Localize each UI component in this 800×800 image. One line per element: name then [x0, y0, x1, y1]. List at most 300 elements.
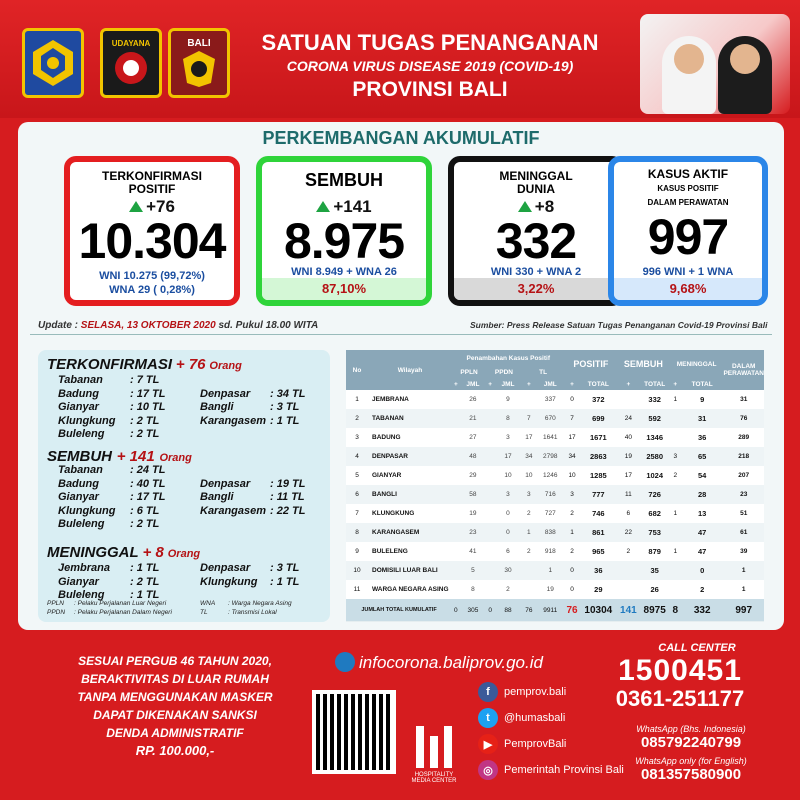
recovered-increase: +141: [262, 197, 426, 217]
hmc-logo: [404, 700, 464, 784]
table-cell: 592: [648, 414, 661, 423]
table-cell: [486, 390, 494, 409]
recovered-entry: Karangasem: [200, 504, 267, 517]
subcol-plus: +: [617, 378, 640, 390]
table-cell: [670, 428, 681, 447]
deaths-summary-title: MENINGGAL + 8 Orang: [47, 544, 201, 561]
table-cell: [522, 390, 536, 409]
deaths-entry: : 3 TL: [270, 562, 300, 574]
table-cell: [486, 447, 494, 466]
table-cell: 47: [698, 528, 707, 537]
table-cell: 21: [469, 415, 477, 422]
recovered-entry: Buleleng: [58, 518, 105, 531]
table-cell: 23: [469, 529, 477, 536]
table-cell: 34: [525, 453, 533, 460]
social-link-youtube[interactable]: [478, 734, 566, 754]
table-cell: 7: [527, 415, 531, 422]
recovered-entry: : 19 TL: [270, 477, 306, 490]
table-cell: 918: [544, 548, 556, 555]
table-cell: 65: [698, 452, 707, 461]
table-cell: [670, 523, 681, 542]
table-cell: 777: [592, 490, 605, 499]
table-cell: 218: [738, 453, 750, 460]
active-pct: 9,68%: [614, 278, 762, 300]
table-cell: BULELENG: [372, 548, 408, 555]
social-handle: pemprov.bali: [504, 686, 567, 698]
wa2-number[interactable]: 081357580900: [640, 766, 742, 783]
subcol-total: TOTAL: [580, 378, 618, 390]
official-right: [718, 36, 772, 114]
legend-entry: : Pelaku Perjalanan Luar Negeri: [74, 600, 167, 607]
table-cell: 1246: [543, 472, 558, 479]
province-logo-icon: [22, 28, 84, 98]
deaths-pct: 3,22%: [454, 278, 618, 300]
table-cell: 17: [525, 434, 533, 441]
table-cell: GIANYAR: [372, 472, 402, 479]
table-cell: 1: [741, 586, 746, 593]
officials-photo: [640, 14, 790, 114]
table-cell: [452, 523, 460, 542]
table-cell: 17: [624, 472, 632, 479]
table-row: [346, 504, 764, 523]
legend-entry: WNA: [200, 600, 216, 607]
table-cell: DOMISILI LUAR BALI: [372, 567, 438, 574]
table-cell: 10: [504, 472, 512, 479]
wa1-label: WhatsApp (Bhs. Indonesia): [636, 724, 746, 734]
table-cell: 838: [544, 529, 556, 536]
table-cell: 1671: [589, 433, 607, 442]
hmc-text2: MEDIA CENTER: [411, 778, 457, 784]
table-cell: 29: [469, 472, 477, 479]
social-link-facebook[interactable]: [478, 682, 566, 702]
total-cell: 76: [525, 606, 533, 614]
deaths-entry: Buleleng: [58, 589, 105, 602]
table-cell: 27: [469, 434, 477, 441]
table-cell: 11: [624, 491, 632, 498]
table-cell: 19: [624, 453, 632, 460]
table-cell: [452, 466, 460, 485]
col-meninggal: MENINGGAL: [670, 350, 724, 378]
confirmed-entry: Klungkung: [58, 414, 116, 427]
up-arrow-icon: [316, 201, 330, 212]
table-cell: 54: [698, 471, 707, 480]
recovered-entry: Klungkung: [58, 504, 116, 517]
total-cell: 88: [504, 606, 512, 614]
table-cell: 6: [355, 491, 359, 498]
table-cell: 41: [469, 548, 477, 555]
recovered-entry: Bangli: [200, 491, 234, 504]
recovered-entry: : 6 TL: [130, 504, 160, 517]
total-cell: 76: [566, 604, 578, 616]
police-logo-text: BALI: [187, 37, 211, 49]
fine-amount: RP. 100.000,-: [135, 743, 215, 758]
recovered-entry: Denpasar: [200, 477, 251, 490]
subcol-jml: JML: [494, 378, 522, 390]
col-no: No: [346, 350, 368, 390]
notice-line: DENDA ADMINISTRATIF: [106, 726, 244, 740]
table-cell: 3: [506, 491, 510, 498]
table-cell: [670, 485, 681, 504]
table-cell: 0: [506, 510, 510, 517]
total-cell: 9911: [543, 606, 558, 614]
table-cell: 332: [648, 395, 661, 404]
table-cell: 8: [506, 415, 510, 422]
table-cell: 39: [740, 548, 748, 555]
col-ppdn: PPDN: [486, 366, 522, 378]
table-cell: WARGA NEGARA ASING: [372, 586, 449, 593]
table-cell: 5: [355, 472, 359, 479]
table-cell: 17: [568, 434, 576, 441]
youtube-icon: ▶: [478, 734, 498, 754]
table-cell: 861: [592, 528, 605, 537]
total-cell: 997: [735, 604, 753, 616]
confirmed-wna: WNA 29 ( 0,28%): [109, 284, 195, 296]
table-cell: 3: [570, 491, 574, 498]
total-cell: 0: [454, 606, 458, 614]
table-cell: [452, 447, 460, 466]
recovered-entry: : 40 TL: [130, 477, 166, 490]
notice-line: TANPA MENGGUNAKAN MASKER: [77, 690, 273, 704]
active-card: [608, 156, 768, 306]
table-cell: 1: [570, 529, 574, 536]
table-cell: 746: [592, 509, 605, 518]
legend-entry: : Pelaku Perjalanan Dalam Negeri: [74, 609, 172, 616]
total-cell: 10304: [584, 604, 613, 616]
recovered-entry: Tabanan: [58, 464, 103, 476]
recovered-entry: : 22 TL: [270, 504, 306, 517]
table-cell: 36: [594, 566, 603, 575]
udayana-logo-icon: [100, 28, 162, 98]
region-table: [346, 350, 764, 622]
deaths-breakdown: WNI 330 + WNA 2: [490, 266, 582, 278]
table-cell: [522, 580, 536, 599]
recovered-entry: : 24 TL: [130, 464, 166, 476]
recovered-entry: Gianyar: [58, 491, 99, 504]
table-cell: BANGLI: [372, 491, 397, 498]
total-cell: 0: [488, 606, 492, 614]
table-cell: 23: [740, 491, 748, 498]
table-cell: [486, 428, 494, 447]
notice-line: DAPAT DIKENAKAN SANKSI: [93, 708, 257, 722]
table-cell: 2: [673, 472, 678, 479]
deaths-entry: : 1 TL: [130, 589, 160, 602]
table-cell: [670, 409, 681, 428]
table-row: [346, 428, 764, 447]
table-cell: 1641: [543, 434, 558, 441]
deaths-entry: : 1 TL: [270, 575, 300, 588]
table-cell: 34: [568, 453, 576, 460]
deaths-label: MENINGGAL DUNIA: [499, 169, 573, 196]
table-cell: [486, 485, 494, 504]
call-number-2[interactable]: 0361-251177: [615, 686, 745, 711]
table-cell: [486, 523, 494, 542]
globe-icon: [335, 652, 355, 672]
table-cell: 9: [700, 395, 705, 404]
table-cell: 3: [506, 434, 510, 441]
table-cell: 9: [506, 396, 510, 403]
subcol-total: TOTAL: [681, 378, 724, 390]
confirmed-entry: Tabanan: [58, 374, 103, 386]
table-cell: 0: [506, 529, 510, 536]
table-cell: 0: [570, 396, 574, 403]
table-row: [346, 485, 764, 504]
table-cell: [617, 561, 640, 580]
table-total-row: [346, 599, 764, 621]
active-breakdown: 996 WNI + 1 WNA: [642, 266, 734, 278]
table-cell: 26: [469, 396, 477, 403]
col-wilayah: Wilayah: [368, 350, 452, 390]
confirmed-increase: +76: [70, 197, 234, 217]
table-cell: 29: [594, 585, 603, 594]
table-cell: 10: [568, 472, 576, 479]
table-cell: [452, 504, 460, 523]
deaths-entry: Denpasar: [200, 562, 251, 574]
table-cell: KLUNGKUNG: [372, 510, 415, 517]
table-cell: [617, 390, 640, 409]
recovered-card: [256, 156, 432, 306]
social-handle: Pemerintah Provinsi Bali: [504, 764, 624, 776]
table-cell: 3: [527, 491, 531, 498]
table-cell: TABANAN: [372, 415, 404, 422]
confirmed-card: [64, 156, 240, 306]
table-cell: 28: [698, 490, 707, 499]
table-cell: 2: [527, 548, 531, 555]
legend-entry: : Warga Negara Asing: [228, 600, 292, 607]
table-cell: 2: [626, 548, 631, 555]
table-cell: 1: [741, 567, 746, 574]
recovered-entry: : 11 TL: [270, 491, 305, 504]
confirmed-entry: : 1 TL: [270, 414, 300, 427]
table-cell: [452, 409, 460, 428]
table-cell: 2: [570, 548, 574, 555]
table-cell: 8: [471, 586, 475, 593]
table-cell: 879: [648, 547, 661, 556]
confirmed-entry: Badung: [58, 387, 99, 400]
deaths-card: [448, 156, 624, 306]
table-cell: [670, 561, 681, 580]
deaths-entry: Gianyar: [58, 575, 99, 588]
table-cell: 7: [355, 510, 359, 517]
table-cell: [452, 428, 460, 447]
subcol-plus: +: [565, 378, 580, 390]
table-cell: 1024: [646, 471, 664, 480]
table-cell: 3: [673, 453, 678, 460]
table-cell: 36: [698, 433, 707, 442]
table-cell: [522, 561, 536, 580]
social-handle: PemprovBali: [504, 738, 567, 750]
divider: [30, 334, 772, 335]
legend-entry: PPDN: [47, 609, 66, 616]
table-cell: 51: [740, 510, 748, 517]
table-cell: 2863: [589, 452, 607, 461]
table-cell: 58: [469, 491, 477, 498]
confirmed-entry: : 17 TL: [130, 387, 166, 400]
table-cell: 2: [527, 510, 531, 517]
total-label: JUMLAH TOTAL KUMULATIF: [361, 607, 437, 613]
confirmed-entry: : 10 TL: [130, 401, 166, 414]
table-cell: 372: [592, 395, 605, 404]
table-cell: 3: [355, 434, 359, 441]
recovered-entry: : 17 TL: [130, 491, 166, 504]
table-cell: 1285: [589, 471, 607, 480]
subcol-jml: JML: [536, 378, 565, 390]
table-row: [346, 409, 764, 428]
facebook-icon: f: [478, 682, 498, 702]
table-cell: 6: [506, 548, 510, 555]
twitter-icon: t: [478, 708, 498, 728]
table-cell: [486, 504, 494, 523]
recovered-breakdown: WNI 8.949 + WNA 26: [291, 266, 397, 278]
table-cell: 13: [698, 509, 707, 518]
legend-entry: : Transmisi Lokal: [228, 609, 277, 616]
confirmed-entry: : 7 TL: [130, 374, 160, 386]
header-province: PROVINSI BALI: [352, 78, 508, 101]
notice-line: BERAKTIVITAS DI LUAR RUMAH: [81, 672, 269, 686]
table-cell: 2: [700, 585, 705, 594]
instagram-icon: ◎: [478, 760, 498, 780]
confirmed-entry: : 2 TL: [130, 414, 160, 427]
recovered-total: 8.975: [283, 213, 405, 269]
header-subtitle: CORONA VIRUS DISEASE 2019 (COVID-19): [286, 58, 574, 74]
hmc-logo-icon: [412, 722, 456, 772]
table-cell: [452, 561, 460, 580]
table-cell: 31: [740, 396, 748, 403]
table-cell: 0: [700, 566, 705, 575]
table-cell: 1: [673, 396, 678, 403]
confirmed-entry: : 3 TL: [270, 401, 300, 414]
col-sembuh: SEMBUH: [617, 350, 670, 378]
table-cell: [486, 580, 494, 599]
table-row: [346, 561, 764, 580]
deaths-increase: +8: [454, 197, 618, 217]
table-cell: 1: [548, 567, 553, 574]
table-row: [346, 447, 764, 466]
table-cell: 35: [650, 566, 659, 575]
table-cell: 6: [626, 510, 631, 517]
table-cell: 0: [570, 567, 574, 574]
table-cell: 682: [648, 509, 661, 518]
recovered-label: SEMBUH: [304, 170, 383, 190]
total-cell: 332: [693, 604, 711, 616]
recovered-entry: : 2 TL: [130, 518, 160, 531]
table-cell: 30: [504, 567, 512, 574]
table-cell: 753: [648, 528, 661, 537]
table-cell: 11: [353, 586, 361, 593]
recovered-summary-title: SEMBUH + 141 Orang: [47, 448, 192, 465]
table-cell: 7: [570, 415, 574, 422]
table-cell: [486, 561, 494, 580]
up-arrow-icon: [518, 201, 532, 212]
table-cell: 2: [506, 586, 510, 593]
table-cell: 10: [353, 567, 361, 574]
confirmed-entry: : 34 TL: [270, 387, 306, 400]
table-cell: 2: [570, 510, 574, 517]
table-cell: 716: [544, 491, 556, 498]
table-cell: 8: [355, 529, 359, 536]
col-ppln: PPLN: [452, 366, 486, 378]
table-cell: 22: [624, 529, 632, 536]
confirmed-entry: Denpasar: [200, 387, 251, 400]
table-cell: 24: [624, 415, 632, 422]
total-cell: 305: [467, 606, 479, 614]
table-cell: [486, 542, 494, 561]
table-cell: 2: [355, 415, 359, 422]
qr-code[interactable]: [312, 690, 396, 774]
table-cell: 727: [544, 510, 556, 517]
table-cell: 76: [740, 415, 748, 422]
confirmed-wni: WNI 10.275 (99,72%): [99, 270, 205, 282]
table-cell: 2798: [543, 453, 558, 460]
website-link[interactable]: infocorona.baliprov.go.id: [335, 652, 543, 673]
recovered-pct: 87,10%: [262, 278, 426, 300]
wa1-number[interactable]: 085792240799: [640, 734, 742, 751]
table-cell: 1: [673, 548, 678, 555]
table-cell: 670: [544, 415, 556, 422]
social-link-twitter[interactable]: [478, 708, 565, 728]
call-center-label: CALL CENTER: [658, 642, 736, 654]
subcol-jml: JML: [460, 378, 486, 390]
table-cell: 19: [546, 586, 554, 593]
social-handle: @humasbali: [504, 712, 566, 724]
table-cell: [452, 390, 460, 409]
confirmed-entry: Gianyar: [58, 401, 99, 414]
table-cell: 26: [650, 585, 659, 594]
table-cell: 1: [527, 529, 531, 536]
accumulative-title: PERKEMBANGAN AKUMULATIF: [262, 128, 540, 148]
table-cell: 4: [355, 453, 359, 460]
table-cell: 726: [648, 490, 661, 499]
up-arrow-icon: [129, 201, 143, 212]
police-bali-logo-icon: [168, 28, 230, 98]
table-cell: 19: [469, 510, 477, 517]
recovered-entry: Badung: [58, 477, 99, 490]
confirmed-summary-title: TERKONFIRMASI + 76 Orang: [47, 356, 242, 373]
subcol-plus: +: [670, 378, 681, 390]
table-row: [346, 523, 764, 542]
notice-line: SESUAI PERGUB 46 TAHUN 2020,: [78, 654, 272, 668]
wa2-label: WhatsApp only (for English): [635, 756, 747, 766]
table-cell: [617, 580, 640, 599]
table-cell: KARANGASEM: [372, 529, 420, 536]
table-cell: 40: [624, 434, 632, 441]
confirmed-entry: : 2 TL: [130, 428, 160, 441]
call-number-1[interactable]: 1500451: [618, 654, 742, 687]
table-cell: 2580: [646, 452, 664, 461]
official-left: [662, 36, 716, 114]
table-cell: JEMBRANA: [372, 396, 409, 403]
active-label: KASUS AKTIF KASUS POSITIF DALAM PERAWATAN: [647, 167, 729, 207]
udayana-logo-text: UDAYANA: [111, 38, 151, 48]
table-cell: 1346: [646, 433, 664, 442]
table-cell: DENPASAR: [372, 453, 408, 460]
table-cell: [486, 409, 494, 428]
total-cell: 141: [620, 604, 637, 616]
col-penambahan: Penambahan Kasus Positif: [452, 350, 565, 366]
table-cell: 31: [698, 414, 707, 423]
table-cell: 9: [355, 548, 359, 555]
table-cell: 47: [698, 547, 707, 556]
deaths-entry: Klungkung: [200, 575, 258, 588]
table-cell: 0: [570, 586, 574, 593]
mask-notice: [40, 652, 310, 760]
subcol-plus: +: [486, 378, 494, 390]
subcol-plus: +: [522, 378, 536, 390]
table-cell: BADUNG: [372, 434, 401, 441]
deaths-entry: Jembrana: [58, 562, 110, 574]
col-perawatan: DALAM PERAWATAN: [723, 350, 764, 390]
deaths-entry: : 1 TL: [130, 562, 160, 574]
table-cell: [452, 485, 460, 504]
